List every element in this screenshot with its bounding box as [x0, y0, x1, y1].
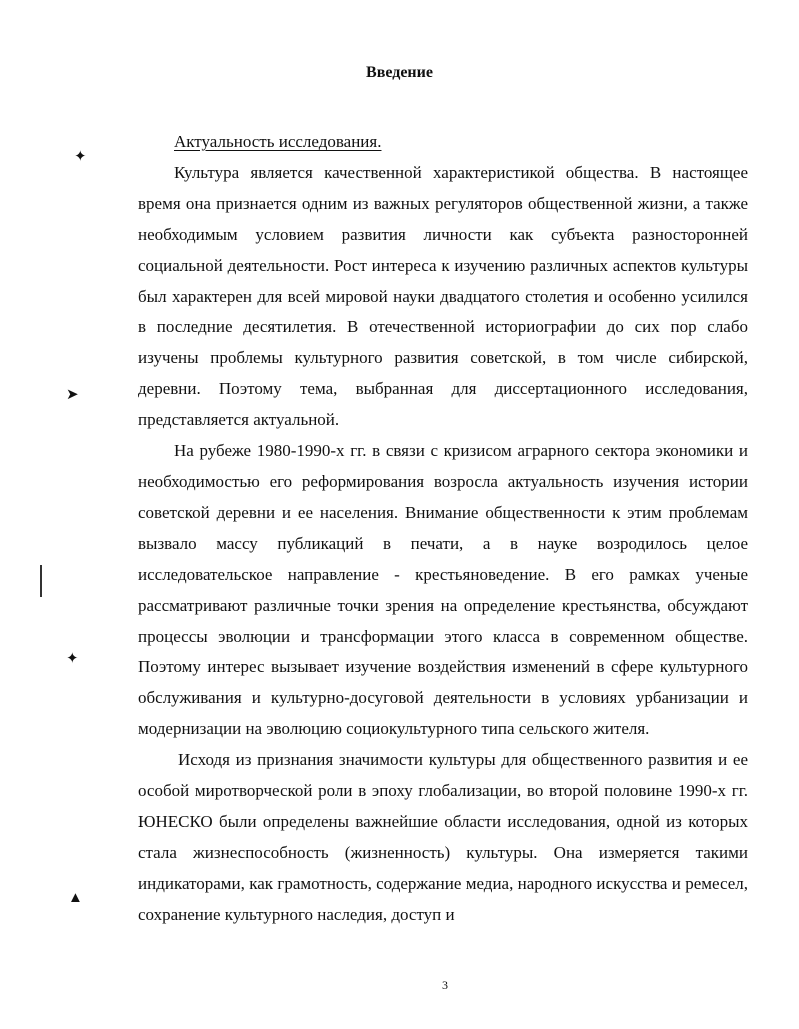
scan-mark-icon: ➤: [66, 387, 79, 403]
page-title: Введение: [366, 64, 433, 81]
body-text: [138, 127, 748, 931]
paragraph-3: Исходя из признания значимости культуры для общественного развития и ее особой миротворческой роли в эпоху глобализации, во второй половине 1990-х гг. ЮНЕСКО были определены важнейшие области исследования, одной из которых стала жизнеспособность (жизненность) культуры. Она измеряется такими индикаторами, как грамотность, содержание медиа, народного искусства и ремесел, сохранение культурного наследия, доступ и: [138, 750, 748, 924]
scan-mark-icon: ✦: [74, 149, 87, 165]
scan-line-mark: [40, 565, 42, 597]
paragraph-2: На рубеже 1980-1990-х гг. в связи с кризисом аграрного сектора экономики и необходимостью его реформирования возросла актуальность изучения истории советской деревни и ее населения. Внимание общественности к этим проблемам вызвало массу публикаций в печати, а в науке возродилось целое исследовательское направление - крестьяноведение. В его рамках ученые рассматривают различные точки зрения на определение крестьянства, обсуждают процессы эволюции и трансформации этого класса в современном обществе. Поэтому интерес вызывает изучение воздействия изменений в сфере культурного обслуживания и культурно-досуговой деятельности в условиях урбанизации и модернизации на эволюцию социокультурного типа сельского жителя.: [138, 441, 748, 739]
paragraph-1: Культура является качественной характеристикой общества. В настоящее время она признается одним из важных регуляторов общественной жизни, а также необходимым условием развития личности как субъекта разносторонней социальной деятельности. Рост интереса к изучению различных аспектов культуры был характерен для всей мировой науки двадцатого столетия и особенно усилился в последние десятилетия. В отечественной историографии до сих пор слабо изучены проблемы культурного развития советской, в том числе сибирской, деревни. Поэтому тема, выбранная для диссертационного исследования, представляется актуальной.: [138, 162, 748, 430]
section-heading: Актуальность исследования.: [174, 132, 382, 151]
scan-mark-icon: ▲: [68, 890, 83, 906]
page-number: 3: [442, 978, 448, 992]
scan-mark-icon: ✦: [66, 651, 79, 667]
